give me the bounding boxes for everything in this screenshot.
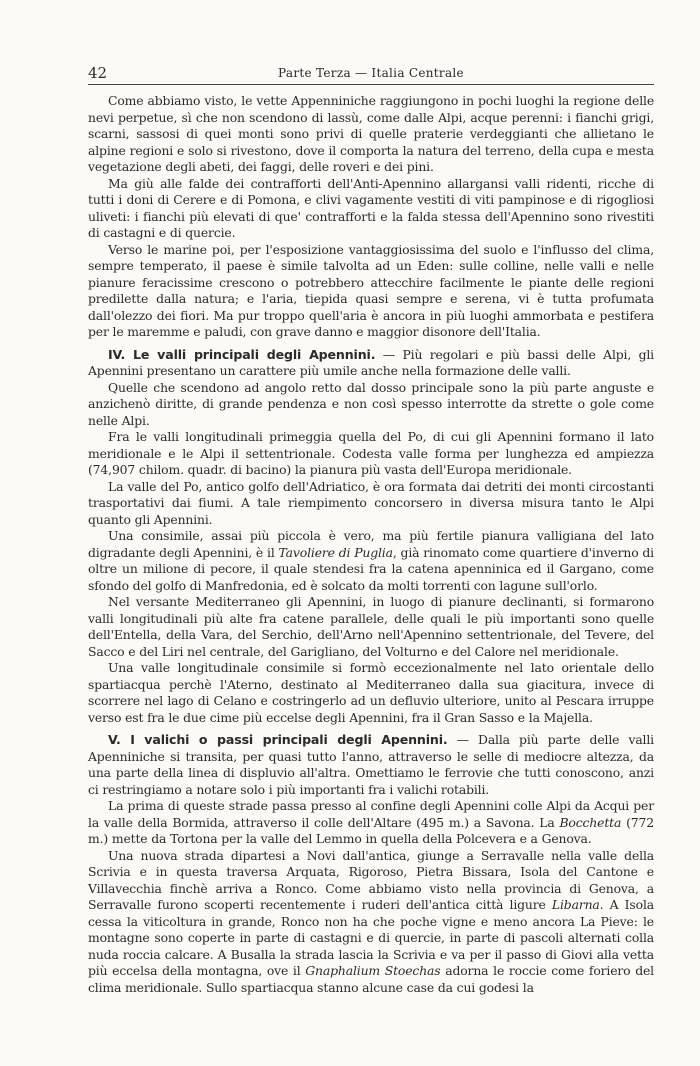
section-heading: IV. Le valli principali degli Apennini. (108, 346, 376, 362)
text-run: Una nuova strada dipartesi a Novi dall'antica, giunge a Serravalle nella valle della Scrivia e in questa traversa Arquata, Rigoroso, Pietra Bissara, Isola del Cantone e Villavecchia finchè arriva a Ronco. Come abbiamo visto nella provincia di Genova, a Serravalle furono scoperti recentemente i ruderi dell'antica città ligure (88, 847, 654, 912)
page-body (88, 93, 654, 996)
page-header (88, 58, 654, 85)
italic-term: Bocchetta (559, 814, 622, 830)
section-paragraph (88, 347, 654, 380)
body-paragraph (88, 848, 654, 997)
italic-term: Libarna (551, 897, 600, 912)
section-text: — Dalla più parte delle valli Apenniniche si transita, per quasi tutto l'anno, attraverso le selle di mediocre altezza, da una parte della linea di displuvio all'altra. Omettiamo le ferrovie che tutti conoscono, anzi ci restringiamo a notare solo i più importanti fra i valichi rotabili. (88, 732, 654, 797)
section-paragraph (88, 732, 654, 798)
section-heading: V. I valichi o passi principali degli Apennini. (108, 732, 448, 747)
body-paragraph: Fra le valli longitudinali primeggia quella del Po, di cui gli Apennini formano il lato meridionale e le Alpi il settentrionale. Codesta valle forma per lunghezza ed ampiezza (74,907 chilom. quadr. di bacino) la pianura più vasta dell'Europa meridionale. (88, 429, 654, 477)
text-run: adorna le roccie come foriero del clima meridionale. Sullo spartiacqua stanno alcune case da cui godesi la (88, 963, 654, 995)
body-paragraph: Nel versante Mediterraneo gli Apennini, in luogo di pianure declinanti, si formarono valli longitudinali più alte fra catene parallele, delle quali le più importanti sono quelle dell'Entella, della Vara, del Serchio, dell'Arno nell'Apennino settentrionale, del Tevere, del Sacco e del Liri nel centrale, del Garigliano, del Volturno e del Calore nel meridionale. (88, 594, 654, 659)
body-paragraph: Quelle che scendono ad angolo retto dal dosso principale sono la più parte anguste e anzichenò diritte, di grande pendenza e non così spesso interrotte da strette o gole come nelle Alpi. (88, 379, 654, 428)
body-paragraph: Una valle longitudinale consimile si formò eccezionalmente nel lato orientale dello spartiacqua perchè l'Aterno, destinato al Mediterraneo dalla sua giacitura, invece di scorrere nel lago di Celano e costringerlo ad un defluvio ulteriore, unito al Pescara irruppe verso est fra le due cime più eccelse degli Apennini, fra il Gran Sasso e la Majella. (88, 660, 654, 725)
body-paragraph (88, 528, 654, 594)
book-page (88, 58, 654, 996)
body-paragraph: Come abbiamo visto, le vette Appenniniche raggiungono in pochi luoghi la regione delle nevi perpetue, sì che non scendono di lassù, come dalle Alpi, acque perenni: i fianchi grigi, scarni, sassosi di quei monti sono privi di quelle praterie verdeggianti che allietano le alpine regioni e solo si rivestono, dove il comporta la natura del terreno, della cupa e mesta vegetazione degli abeti, dei faggi, delle roveri e dei pini. (88, 93, 654, 174)
body-paragraph: Verso le marine poi, per l'esposizione vantaggiosissima del suolo e l'influsso del clima, sempre temperato, il paese è simile talvolta ad un Eden: sulle colline, nelle valli e nelle pianure feracissime crescono o potrebbero attecchire facilmente le piante delle regioni predilette dalla natura; e l'aria, tiepida quasi sempre e serena, vi è tutta profumata dall'olezzo dei fiori. Ma pur troppo quell'aria è ancora in più luoghi ammorbata e pestifera per le maremme e paludi, con grave danno e maggior disonore dell'Italia. (88, 241, 654, 339)
running-title: Parte Terza — Italia Centrale (278, 66, 464, 80)
body-paragraph: Ma giù alle falde dei contrafforti dell'Anti-Apennino allargansi valli ridenti, ricche di tutti i doni di Cerere e di Pomona, e clivi vagamente vestiti di viti pampinose e di rigogliosi uliveti: i fianchi più elevati di que' contrafforti e la falda stessa dell'Apennino sono rivestiti di castagni e di quercie. (88, 175, 654, 240)
italic-term: Gnaphalium Stoechas (305, 963, 441, 978)
page-number: 42 (88, 64, 108, 82)
section-text: — Più regolari e più bassi delle Alpi, gli Apennini presentano un carattere più umile anche nella formazione delle valli. (88, 346, 654, 378)
text-run: Una consimile, assai più piccola è vero, ma più fertile pianura valligiana del lato digradante degli Apennini, è il (88, 528, 654, 560)
text-run: , già rinomato come quartiere d'inverno di oltre un milione di pecore, il quale stendesi fra la catena apenninica ed il Gargano, come sfondo del golfo di Manfredonia, ed è solcato da molti torrenti con lagune sull'orlo. (88, 544, 654, 593)
body-paragraph (88, 798, 654, 848)
body-paragraph: La valle del Po, antico golfo dell'Adriatico, è ora formata dai detriti dei monti circostanti trasportativi dai fiumi. A tale riempimento concorsero in diversa misura tanto le Alpi quanto gli Apennini. (88, 478, 654, 527)
italic-term: Tavoliere di Puglia (278, 544, 393, 560)
text-run: (772 m.) mette da Tortona per la valle del Lemmo in quella della Polcevera e a Genova. (88, 814, 654, 846)
text-run: La prima di queste strade passa presso al confine degli Apennini colle Alpi da Acqui per la valle della Bormida, attraverso il colle dell'Altare (495 m.) a Savona. La (88, 798, 654, 830)
text-run: . A Isola cessa la viticoltura in grande, Ronco non ha che poche vigne e meno ancora La Pieve: le montagne sono coperte in parte di castagni e di quercie, in parte di pascoli alternati colla nuda roccia calcare. A Busalla la strada lascia la Scrivia e va per il passo di Giovi alla vetta più eccelsa della montagna, ove il (88, 897, 654, 978)
